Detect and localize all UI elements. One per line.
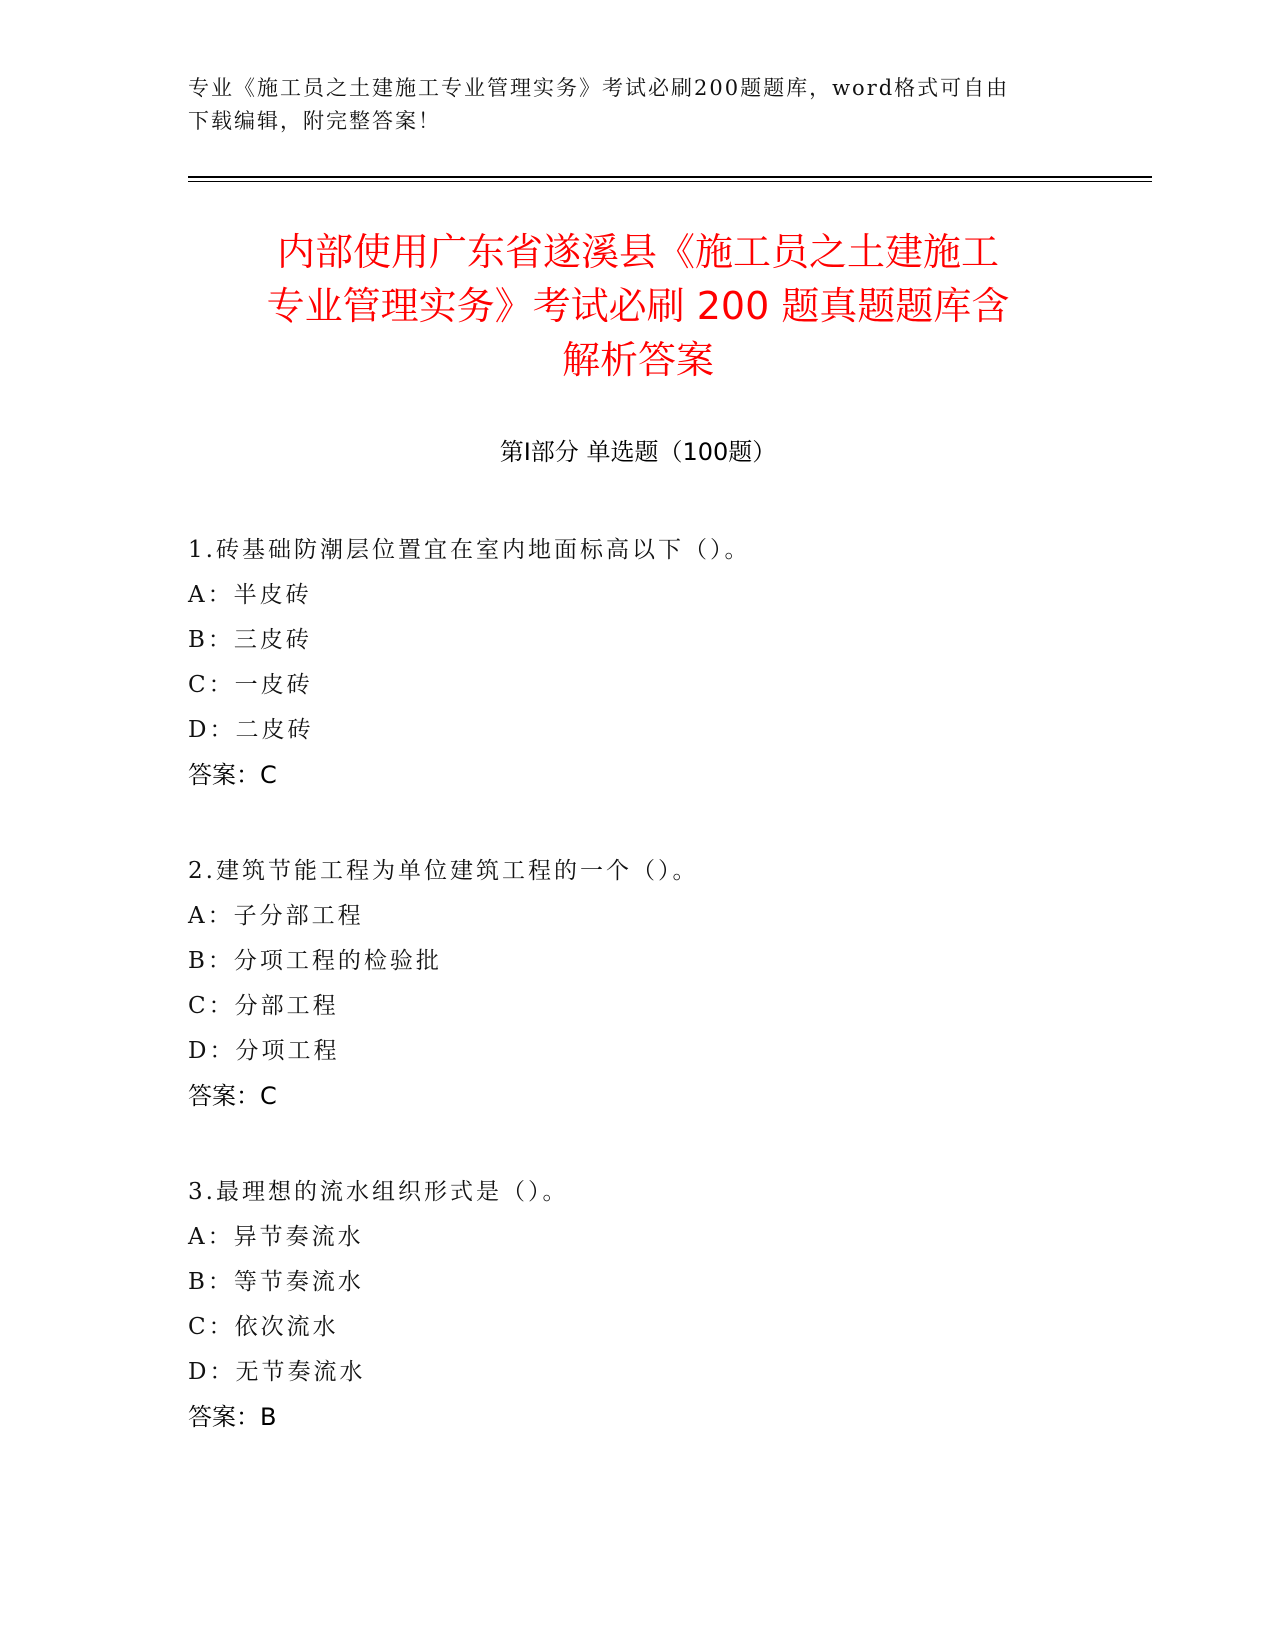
header-note-line-2: 下载编辑，附完整答案！	[188, 109, 441, 133]
option-a: A：半皮砖	[188, 582, 312, 608]
option-c: C：一皮砖	[188, 672, 313, 698]
option-d: D：分项工程	[188, 1038, 340, 1064]
option-a: A：异节奏流水	[188, 1224, 364, 1250]
option-a: A：子分部工程	[188, 903, 364, 929]
question-stem: 1.砖基础防潮层位置宜在室内地面标高以下（）。	[188, 537, 751, 563]
document-title-line-1: 内部使用广东省遂溪县《施工员之土建施工	[276, 230, 999, 274]
question-1	[188, 528, 1088, 798]
answer-line: 答案：C	[188, 1082, 277, 1110]
option-b: B：分项工程的检验批	[188, 948, 442, 974]
option-b: B：三皮砖	[188, 627, 312, 653]
option-d: D：二皮砖	[188, 717, 314, 743]
option-c: C：分部工程	[188, 993, 339, 1019]
option-b: B：等节奏流水	[188, 1269, 364, 1295]
header-note	[188, 72, 1088, 138]
header-rule-thin	[188, 181, 1152, 182]
question-3	[188, 1170, 1088, 1440]
question-2	[188, 849, 1088, 1119]
section-heading: 第Ⅰ部分 单选题（100题）	[499, 438, 777, 466]
document-title	[188, 225, 1088, 387]
document-title-line-2: 专业管理实务》考试必刷 200 题真题题库含	[266, 284, 1010, 328]
answer-line: 答案：C	[188, 761, 277, 789]
answer-line: 答案：B	[188, 1403, 277, 1431]
header-note-line-1: 专业《施工员之土建施工专业管理实务》考试必刷200题题库，word格式可自由	[188, 76, 1010, 100]
option-d: D：无节奏流水	[188, 1359, 366, 1385]
option-c: C：依次流水	[188, 1314, 339, 1340]
header-rule-thick	[188, 176, 1152, 178]
question-stem: 2.建筑节能工程为单位建筑工程的一个（）。	[188, 858, 699, 884]
document-title-line-3: 解析答案	[561, 338, 714, 382]
question-list	[188, 528, 1088, 1440]
question-stem: 3.最理想的流水组织形式是（）。	[188, 1179, 569, 1205]
